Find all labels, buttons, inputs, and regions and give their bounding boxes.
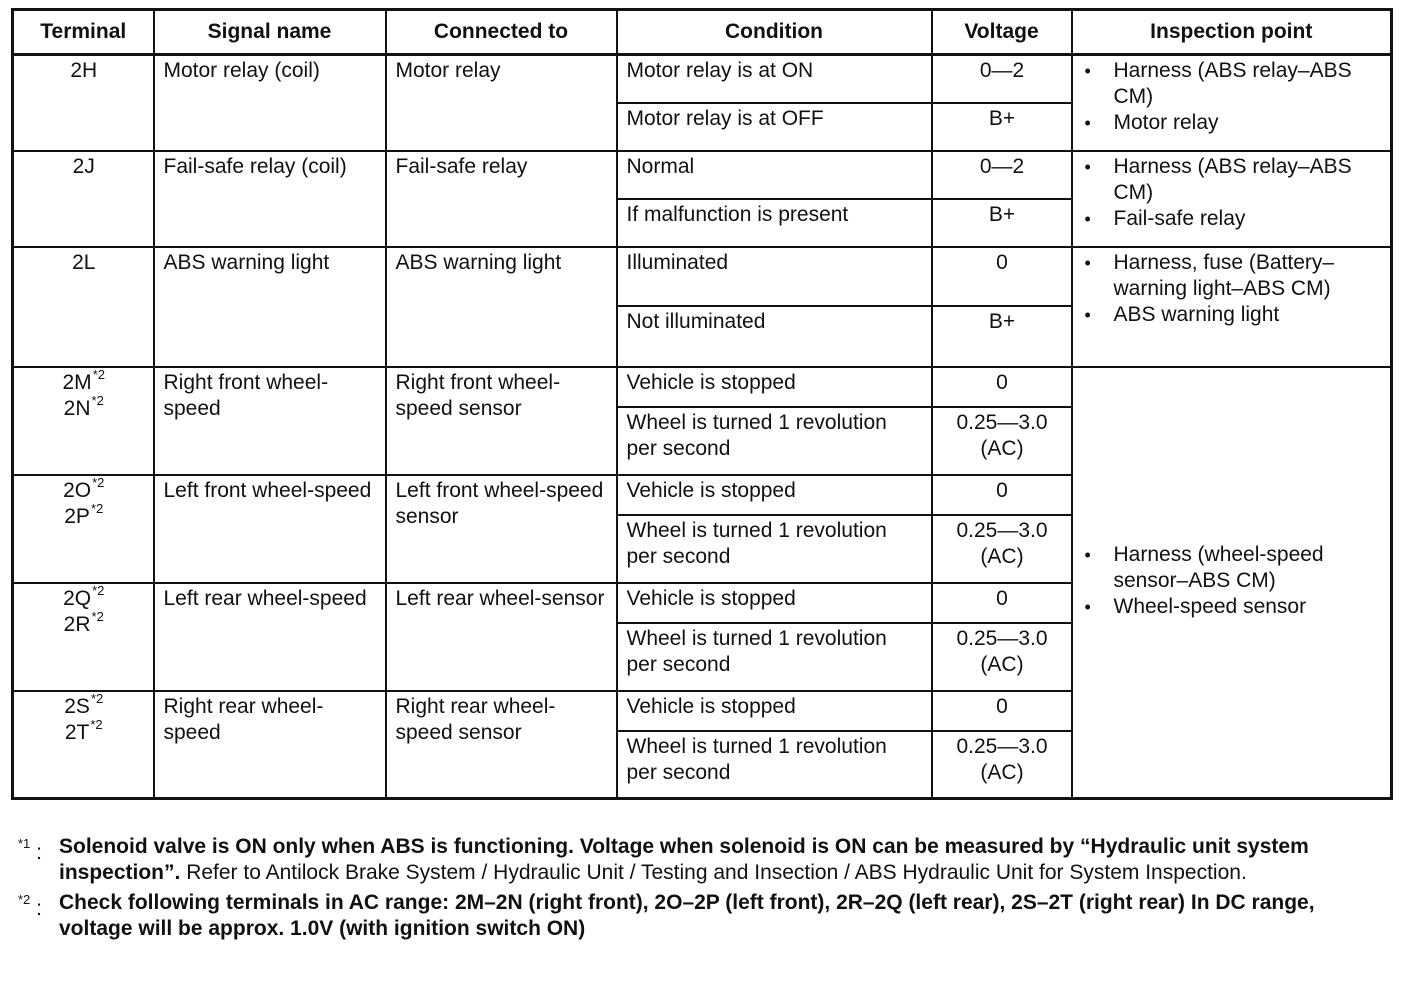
header-condition: Condition: [617, 10, 932, 55]
condition-cell: Illuminated: [617, 247, 932, 306]
voltage-cell: 0: [932, 475, 1072, 515]
inspection-item: • Harness (wheel-speed sensor–ABS CM): [1082, 542, 1383, 594]
terminal-cell: 2M$^{*2}$ 2N$^{*2}$: [13, 367, 154, 475]
signal-name-cell: Right front wheel-speed: [154, 367, 386, 475]
terminal-voltage-table: [11, 8, 1393, 800]
terminal-cell: 2L: [13, 247, 154, 367]
connected-to-cell: Left rear wheel-sensor: [386, 583, 617, 691]
connected-to-cell: Motor relay: [386, 55, 617, 151]
footnote: [18, 834, 1388, 886]
header-terminal: Terminal: [13, 10, 154, 55]
voltage-cell: B+: [932, 306, 1072, 367]
voltage-cell: B+: [932, 199, 1072, 247]
table-row: [13, 367, 1392, 407]
table-row: [13, 55, 1392, 103]
condition-cell: Wheel is turned 1 revolution per second: [617, 515, 932, 583]
voltage-cell: B+: [932, 103, 1072, 151]
condition-cell: Motor relay is at OFF: [617, 103, 932, 151]
table-row: [13, 151, 1392, 199]
footnote-mark: $^{*1}$ :: [18, 836, 42, 864]
inspection-point-cell: [1072, 55, 1392, 151]
table-header: [13, 10, 1392, 55]
voltage-cell: 0: [932, 247, 1072, 306]
inspection-point-cell: [1072, 247, 1392, 367]
connected-to-cell: ABS warning light: [386, 247, 617, 367]
connected-to-cell: Right front wheel-speed sensor: [386, 367, 617, 475]
inspection-item: • ABS warning light: [1082, 302, 1383, 328]
condition-cell: Vehicle is stopped: [617, 367, 932, 407]
condition-cell: Normal: [617, 151, 932, 199]
condition-cell: Wheel is turned 1 revolution per second: [617, 623, 932, 691]
footnote: [18, 890, 1388, 942]
inspection-item: • Harness (ABS relay–ABS CM): [1082, 154, 1383, 206]
voltage-cell: 0—2: [932, 151, 1072, 199]
condition-cell: If malfunction is present: [617, 199, 932, 247]
connected-to-cell: Right rear wheel-speed sensor: [386, 691, 617, 799]
condition-cell: Vehicle is stopped: [617, 475, 932, 515]
connected-to-cell: Left front wheel-speed sensor: [386, 475, 617, 583]
signal-name-cell: ABS warning light: [154, 247, 386, 367]
voltage-cell: 0.25—3.0 (AC): [932, 407, 1072, 475]
voltage-cell: 0.25—3.0 (AC): [932, 515, 1072, 583]
voltage-cell: 0: [932, 691, 1072, 731]
inspection-point-cell: [1072, 367, 1392, 799]
voltage-cell: 0: [932, 583, 1072, 623]
condition-cell: Vehicle is stopped: [617, 583, 932, 623]
terminal-cell: 2S$^{*2}$ 2T$^{*2}$: [13, 691, 154, 799]
inspection-item: • Wheel-speed sensor: [1082, 594, 1383, 620]
footnote-text: Solenoid valve is ON only when ABS is functioning. Voltage when solenoid is ON can be measured by “Hydraulic unit system inspection”.: [59, 835, 1309, 884]
inspection-item: • Harness, fuse (Battery–warning light–ABS CM): [1082, 250, 1383, 302]
inspection-point-cell: [1072, 151, 1392, 247]
signal-name-cell: Left front wheel-speed: [154, 475, 386, 583]
header-voltage: Voltage: [932, 10, 1072, 55]
table-row: [13, 247, 1392, 306]
footnotes: [18, 834, 1388, 946]
header-inspection-point: Inspection point: [1072, 10, 1392, 55]
connected-to-cell: Fail-safe relay: [386, 151, 617, 247]
voltage-cell: 0.25—3.0 (AC): [932, 731, 1072, 799]
footnote-text: Check following terminals in AC range: 2M–2N (right front), 2O–2P (left front), 2R–2Q (left rear), 2S–2T (right rear) In DC range, voltage will be approx. 1.0V (with ignition switch ON): [59, 891, 1315, 940]
signal-name-cell: Motor relay (coil): [154, 55, 386, 151]
condition-cell: Vehicle is stopped: [617, 691, 932, 731]
terminal-cell: 2H: [13, 55, 154, 151]
header-signal-name: Signal name: [154, 10, 386, 55]
signal-name-cell: Left rear wheel-speed: [154, 583, 386, 691]
terminal-cell: 2J: [13, 151, 154, 247]
voltage-cell: 0—2: [932, 55, 1072, 103]
voltage-cell: 0: [932, 367, 1072, 407]
voltage-cell: 0.25—3.0 (AC): [932, 623, 1072, 691]
signal-name-cell: Right rear wheel-speed: [154, 691, 386, 799]
signal-name-cell: Fail-safe relay (coil): [154, 151, 386, 247]
inspection-item: • Harness (ABS relay–ABS CM): [1082, 58, 1383, 110]
condition-cell: Wheel is turned 1 revolution per second: [617, 407, 932, 475]
footnote-mark: $^{*2}$ :: [18, 892, 42, 920]
condition-cell: Not illuminated: [617, 306, 932, 367]
condition-cell: Motor relay is at ON: [617, 55, 932, 103]
footnote-reference: Refer to Antilock Brake System / Hydraulic Unit / Testing and Insection / ABS Hydraulic Unit for System Inspection.: [186, 861, 1247, 884]
inspection-item: • Fail-safe relay: [1082, 206, 1383, 232]
terminal-cell: 2Q$^{*2}$ 2R$^{*2}$: [13, 583, 154, 691]
inspection-item: • Motor relay: [1082, 110, 1383, 136]
header-connected-to: Connected to: [386, 10, 617, 55]
condition-cell: Wheel is turned 1 revolution per second: [617, 731, 932, 799]
terminal-cell: 2O$^{*2}$ 2P$^{*2}$: [13, 475, 154, 583]
